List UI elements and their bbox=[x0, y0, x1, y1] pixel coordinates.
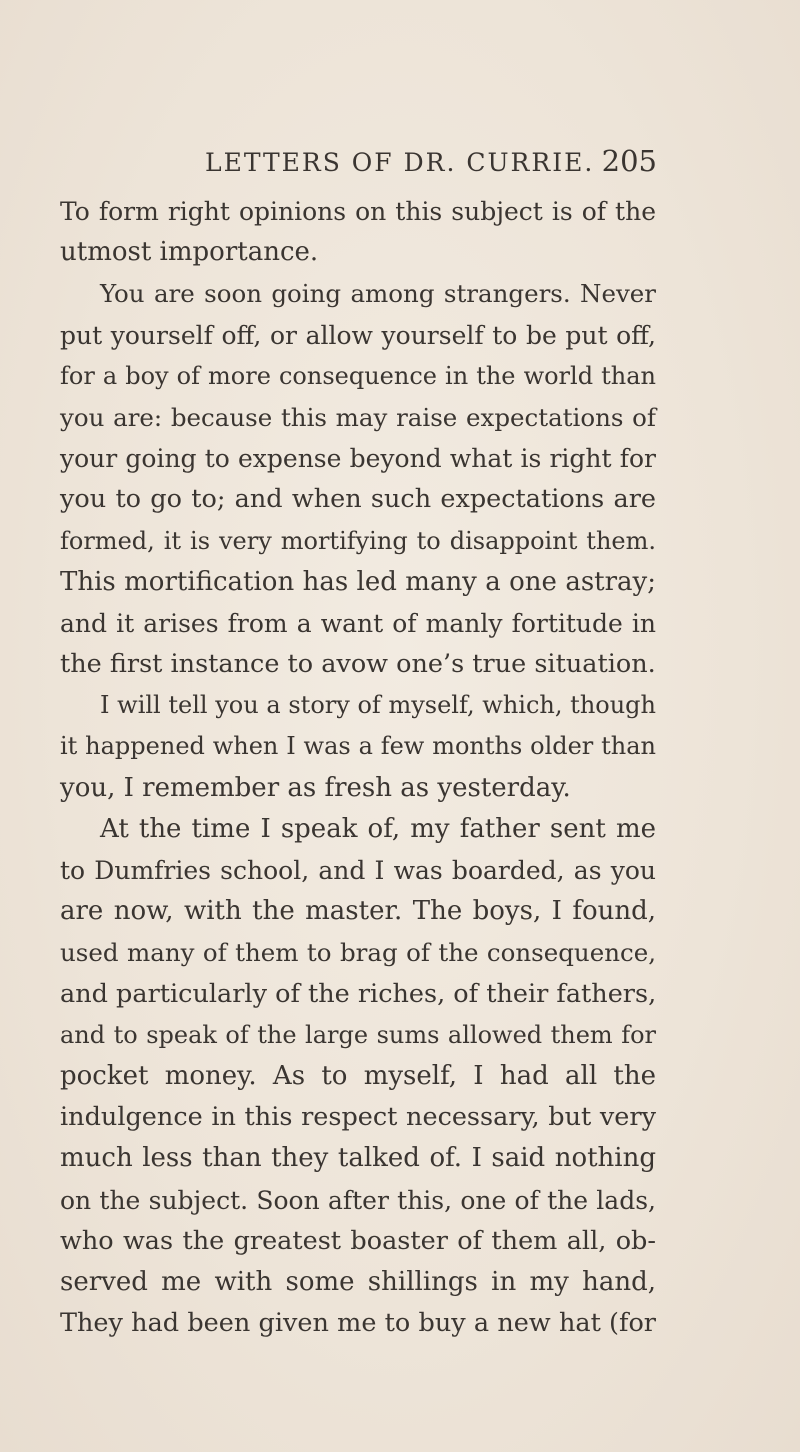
page-number: 205 bbox=[601, 144, 657, 178]
text-line: formed, it is very mortifying to disappoint them. bbox=[60, 526, 656, 555]
text-line: They had been given me to buy a new hat (for bbox=[60, 1308, 656, 1339]
text-line: you to go to; and when such expectations are bbox=[60, 484, 656, 515]
text-line: much less than they talked of. I said nothing bbox=[60, 1143, 656, 1174]
text-line: and it arises from a want of manly fortitude in bbox=[60, 608, 656, 638]
text-line: I will tell you a story of myself, which, though bbox=[100, 691, 656, 720]
text-line: To form right opinions on this subject is of the bbox=[60, 197, 656, 226]
running-head bbox=[205, 144, 657, 188]
body-text bbox=[60, 191, 656, 1344]
text-line: You are soon going among strangers. Never bbox=[100, 279, 656, 309]
text-line: on the subject. Soon after this, one of the lads, bbox=[60, 1185, 656, 1215]
text-line: and particularly of the riches, of their fathers, bbox=[60, 978, 657, 1009]
text-line: At the time I speak of, my father sent me bbox=[100, 813, 656, 844]
text-line: you are: because this may raise expectations of bbox=[60, 402, 656, 432]
text-line: to Dumfries school, and I was boarded, as you bbox=[60, 856, 656, 885]
text-line: it happened when I was a few months older than bbox=[60, 732, 656, 761]
text-line: indulgence in this respect necessary, but very bbox=[60, 1102, 656, 1133]
text-line: for a boy of more consequence in the world than bbox=[60, 361, 656, 390]
text-line: This mortification has led many a one astray; bbox=[60, 566, 656, 597]
text-line: and to speak of the large sums allowed them for bbox=[60, 1020, 656, 1049]
text-line: are now, with the master. The boys, I found, bbox=[60, 896, 656, 927]
text-line: served me with some shillings in my hand, bbox=[60, 1266, 656, 1297]
text-line: pocket money. As to myself, I had all the bbox=[60, 1060, 656, 1091]
text-line: who was the greatest boaster of them all, ob- bbox=[60, 1225, 656, 1256]
text-line: the first instance to avow one’s true situation. bbox=[60, 649, 656, 680]
text-line: used many of them to brag of the consequence, bbox=[60, 938, 656, 968]
running-title: LETTERS OF DR. CURRIE. bbox=[205, 148, 595, 177]
text-line: put yourself off, or allow yourself to be put off, bbox=[60, 320, 656, 350]
text-line: you, I remember as fresh as yesterday. bbox=[60, 772, 571, 803]
text-line: utmost importance. bbox=[60, 237, 319, 268]
text-line: your going to expense beyond what is right for bbox=[60, 444, 656, 474]
